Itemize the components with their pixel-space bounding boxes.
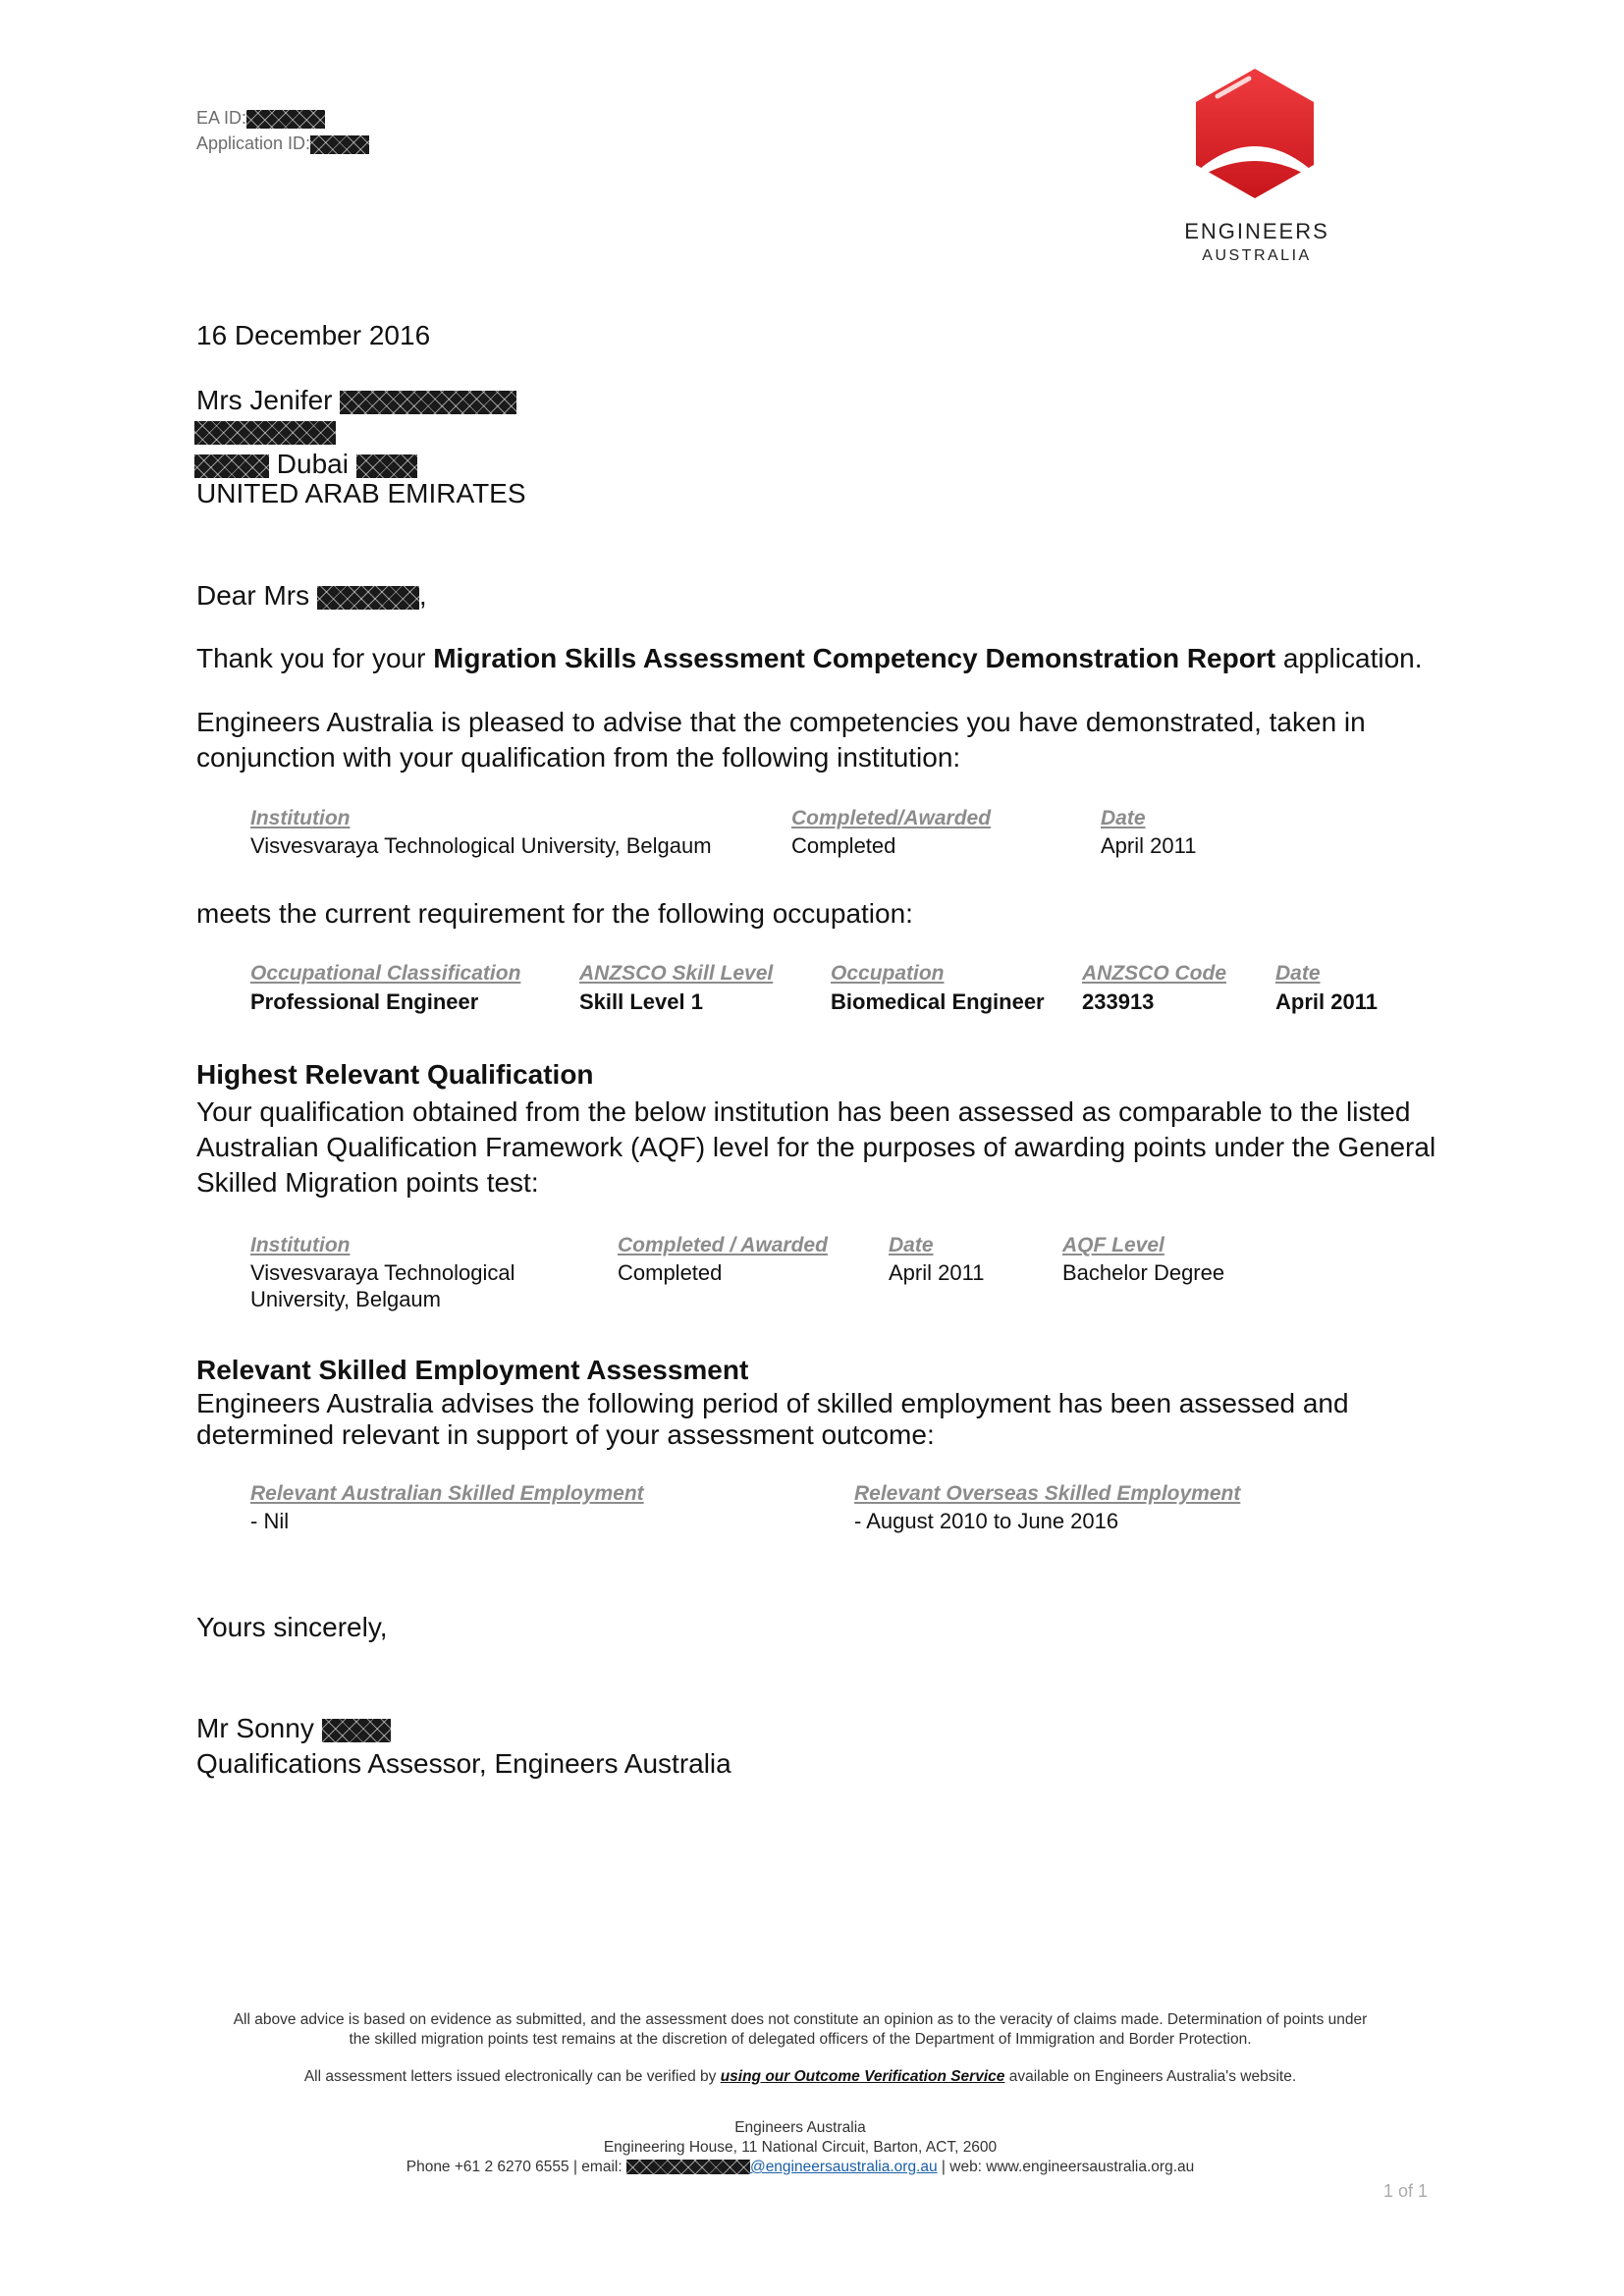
signatory-name: Mr Sonny bbox=[196, 1713, 314, 1743]
address-line-1 bbox=[194, 421, 336, 445]
thank-you-post: application. bbox=[1282, 643, 1423, 673]
qual-institution-line-2: University, Belgaum bbox=[250, 1287, 441, 1311]
redaction-block bbox=[194, 454, 269, 478]
date-header: Date bbox=[1101, 807, 1146, 829]
employment-line-2: determined relevant in support of your assessment outcome: bbox=[196, 1419, 935, 1450]
hexagon-logo-icon bbox=[1149, 67, 1365, 214]
qual-institution-cell bbox=[250, 1259, 514, 1312]
date-cell: April 2011 bbox=[1101, 833, 1197, 858]
recipient-name: Mrs Jenifer bbox=[196, 385, 333, 415]
australian-employment-cell: - Nil bbox=[250, 1509, 290, 1533]
overseas-employment-header: Relevant Overseas Skilled Employment bbox=[854, 1482, 1241, 1505]
qual-completed-header: Completed / Awarded bbox=[618, 1234, 828, 1256]
address-country: UNITED ARAB EMIRATES bbox=[196, 478, 526, 508]
disclaimer-line-1: All above advice is based on evidence as submitted, and the assessment does not constitute an opinion as to the veracity of claims made. Determination of points under bbox=[233, 2011, 1368, 2028]
application-id-label: Application ID: bbox=[196, 133, 311, 153]
footer-org-name: Engineers Australia bbox=[734, 2119, 866, 2136]
ea-id-label: EA ID: bbox=[196, 108, 247, 128]
aqf-level-header: AQF Level bbox=[1062, 1234, 1164, 1256]
engineers-australia-logo bbox=[1149, 67, 1365, 273]
occupation-header: Occupation bbox=[831, 962, 945, 985]
skill-level-cell: Skill Level 1 bbox=[579, 989, 703, 1014]
footer-contact-line bbox=[157, 2158, 1443, 2177]
occupation-date-header: Date bbox=[1275, 962, 1321, 985]
overseas-employment-cell: - August 2010 to June 2016 bbox=[854, 1509, 1119, 1533]
page-number: 1 of 1 bbox=[1382, 2181, 1428, 2201]
qual-date-cell: April 2011 bbox=[889, 1260, 985, 1285]
institution-header: Institution bbox=[250, 807, 351, 829]
verify-post: available on Engineers Australia's website. bbox=[1008, 2068, 1297, 2085]
redaction-block bbox=[194, 421, 336, 445]
occupational-classification-header: Occupational Classification bbox=[250, 962, 521, 985]
logo-text-australia: AUSTRALIA bbox=[1202, 247, 1312, 264]
occupation-date-cell: April 2011 bbox=[1275, 989, 1378, 1014]
redaction-block bbox=[626, 2160, 750, 2174]
application-type: Migration Skills Assessment Competency Demonstration Report bbox=[433, 643, 1276, 673]
advise-line-2: conjunction with your qualification from the following institution: bbox=[196, 742, 961, 773]
address-city: Dubai bbox=[276, 449, 349, 479]
meets-requirement-text: meets the current requirement for the following occupation: bbox=[196, 898, 913, 929]
qualification-line-3: Skilled Migration points test: bbox=[196, 1167, 539, 1198]
redaction-block bbox=[322, 1719, 391, 1742]
qual-institution-header: Institution bbox=[250, 1234, 351, 1256]
redaction-block bbox=[317, 586, 419, 610]
redaction-block bbox=[246, 110, 325, 129]
salutation bbox=[196, 578, 427, 614]
redaction-block bbox=[310, 135, 369, 154]
verify-pre: All assessment letters issued electronically can be verified by bbox=[303, 2068, 717, 2085]
ea-id-line bbox=[196, 105, 325, 131]
anzsco-code-header: ANZSCO Code bbox=[1082, 962, 1226, 985]
salutation-text: Dear Mrs bbox=[196, 580, 310, 611]
redaction-block bbox=[340, 391, 516, 414]
anzsco-skill-level-header: ANZSCO Skill Level bbox=[579, 962, 774, 985]
disclaimer-line-2: the skilled migration points test remains at the discretion of delegated officers of the Department of Immigration and Border Protection. bbox=[349, 2031, 1252, 2048]
anzsco-code-cell: 233913 bbox=[1082, 989, 1155, 1014]
salutation-comma: , bbox=[418, 580, 427, 611]
application-id-line bbox=[196, 131, 369, 156]
footer-phone: Phone +61 2 6270 6555 | email: bbox=[406, 2159, 623, 2175]
australian-employment-header: Relevant Australian Skilled Employment bbox=[250, 1482, 644, 1505]
closing: Yours sincerely, bbox=[196, 1612, 388, 1642]
footer-org-address: Engineering House, 11 National Circuit, Barton, ACT, 2600 bbox=[603, 2139, 998, 2156]
employment-heading: Relevant Skilled Employment Assessment bbox=[196, 1355, 749, 1385]
recipient-name-line bbox=[196, 383, 516, 418]
thank-you-pre: Thank you for your bbox=[196, 643, 426, 673]
qualification-heading: Highest Relevant Qualification bbox=[196, 1059, 594, 1090]
outcome-verification-link[interactable]: using our Outcome Verification Service bbox=[720, 2068, 1005, 2085]
occupation-cell: Biomedical Engineer bbox=[831, 989, 1045, 1014]
advise-line-1: Engineers Australia is pleased to advise that the competencies you have demonstrated, taken in bbox=[196, 707, 1366, 737]
qualification-line-1: Your qualification obtained from the below institution has been assessed as comparable to the listed bbox=[196, 1096, 1411, 1127]
aqf-level-cell: Bachelor Degree bbox=[1062, 1260, 1225, 1285]
signatory-title: Qualifications Assessor, Engineers Australia bbox=[196, 1748, 731, 1779]
verification-line bbox=[157, 2067, 1443, 2087]
qual-completed-cell: Completed bbox=[618, 1260, 723, 1285]
employment-line-1: Engineers Australia advises the following period of skilled employment has been assessed and bbox=[196, 1388, 1349, 1418]
qual-institution-line-1: Visvesvaraya Technological bbox=[250, 1260, 515, 1285]
completed-awarded-header: Completed/Awarded bbox=[791, 807, 992, 829]
institution-cell: Visvesvaraya Technological University, Belgaum bbox=[250, 833, 712, 858]
redaction-block bbox=[356, 454, 417, 478]
footer-email-link[interactable]: @engineersaustralia.org.au bbox=[749, 2159, 938, 2175]
completed-cell: Completed bbox=[791, 833, 896, 858]
occupational-classification-cell: Professional Engineer bbox=[250, 989, 479, 1014]
logo-text-engineers: ENGINEERS bbox=[1184, 219, 1329, 243]
signatory-name-line bbox=[196, 1711, 391, 1746]
qualification-line-2: Australian Qualification Framework (AQF) level for the purposes of awarding points under the General bbox=[196, 1132, 1436, 1162]
qual-date-header: Date bbox=[889, 1234, 934, 1256]
footer-web: | web: www.engineersaustralia.org.au bbox=[937, 2159, 1195, 2175]
thank-you-paragraph bbox=[196, 641, 1423, 676]
letter-date: 16 December 2016 bbox=[196, 320, 431, 350]
